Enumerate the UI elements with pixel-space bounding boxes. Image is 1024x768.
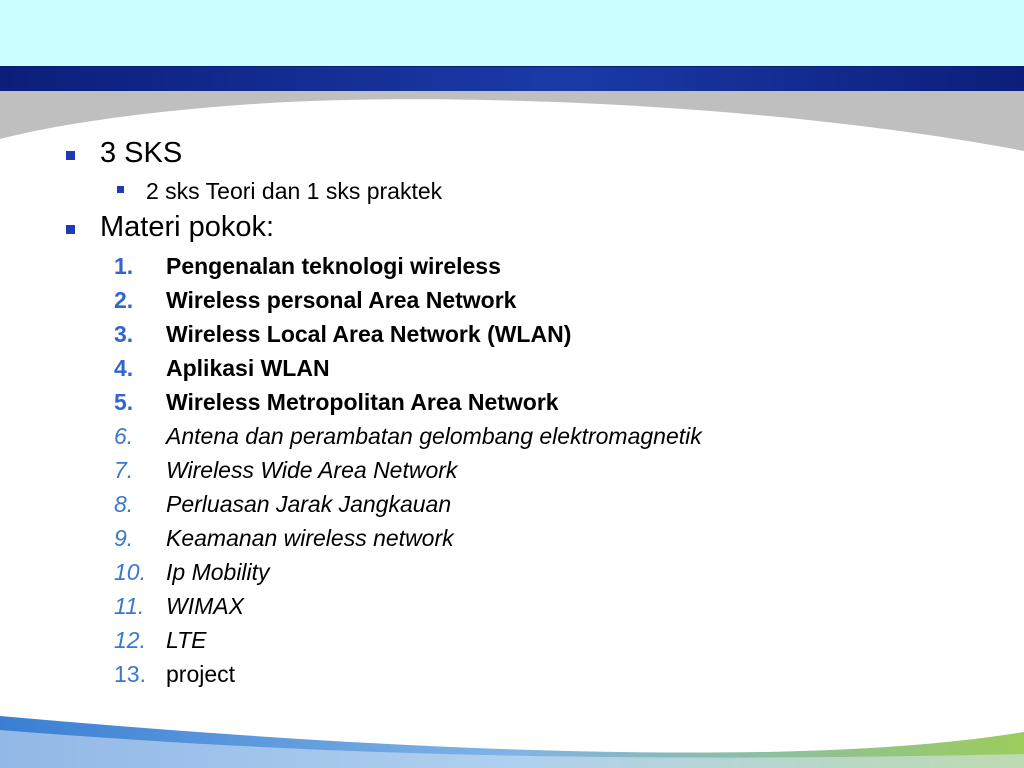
- list-item-number: 10.: [114, 559, 146, 585]
- list-item-number: 12.: [114, 627, 146, 653]
- list-item-number: 3.: [114, 321, 134, 347]
- list-item-text: Perluasan Jarak Jangkauan: [166, 491, 452, 517]
- list-item-number: 1.: [114, 253, 134, 279]
- list-item-number: 2.: [114, 287, 134, 313]
- bullet-marker-small: [117, 186, 124, 193]
- list-item-text: WIMAX: [166, 593, 244, 619]
- list-item-number: 9.: [114, 525, 134, 551]
- list-item-text: Wireless Metropolitan Area Network: [166, 389, 559, 415]
- list-item-text: Ip Mobility: [166, 559, 270, 585]
- bullet-marker: [66, 225, 75, 234]
- list-item-number: 4.: [114, 355, 134, 381]
- list-item-number: 7.: [114, 457, 134, 483]
- bullet-marker: [66, 151, 75, 160]
- bullet-credits: 3 SKS: [100, 137, 183, 169]
- list-item-number: 5.: [114, 389, 134, 415]
- list-item-text: Pengenalan teknologi wireless: [166, 253, 501, 279]
- list-item-text: Wireless Wide Area Network: [166, 457, 458, 483]
- list-item-text: LTE: [166, 627, 207, 653]
- list-item-text: Wireless personal Area Network: [166, 287, 517, 313]
- list-item-number: 13.: [114, 661, 146, 687]
- list-item-number: 11.: [114, 593, 145, 619]
- list-item-number: 8.: [114, 491, 134, 517]
- bullet-credits-detail: 2 sks Teori dan 1 sks praktek: [146, 178, 443, 204]
- list-item-text: Antena dan perambatan gelombang elektromagnetik: [166, 423, 702, 449]
- list-item-text: Keamanan wireless network: [166, 525, 454, 551]
- list-item-text: project: [166, 661, 236, 687]
- list-item-text: Wireless Local Area Network (WLAN): [166, 321, 572, 347]
- list-item-number: 6.: [114, 423, 134, 449]
- bullet-materials: Materi pokok:: [100, 211, 275, 243]
- list-item-text: Aplikasi WLAN: [166, 355, 330, 381]
